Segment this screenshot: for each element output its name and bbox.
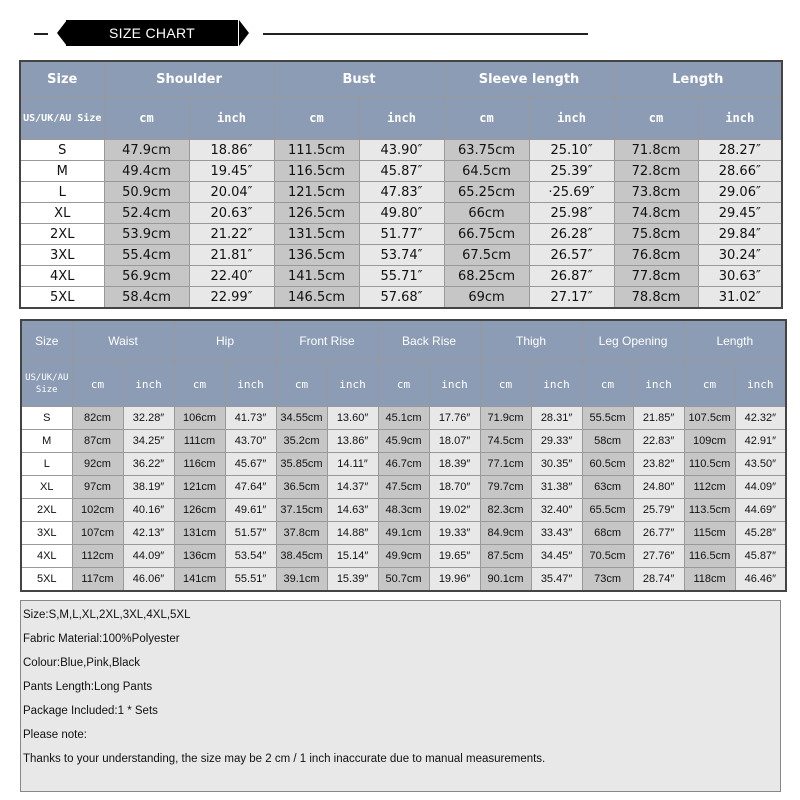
bottom-front-rise-inch-cell: 13.86″ [327, 430, 378, 453]
bottom-hip-cm-cell: 121cm [174, 476, 225, 499]
bottom-thigh-cm-cell: 90.1cm [480, 568, 531, 592]
bottom-size-cell: 4XL [21, 545, 72, 568]
note-package: Package Included:1 * Sets [23, 705, 158, 717]
bottom-back-rise-cm-cell: 45.1cm [378, 407, 429, 430]
bottom-length-cm-cell: 110.5cm [684, 453, 735, 476]
top-shoulder-cm-cell: 52.4cm [104, 203, 189, 224]
bottom-waist-inch-cell: 40.16″ [123, 499, 174, 522]
top-size-cell: 4XL [20, 266, 104, 287]
bottom-back-rise-inch-cell: 17.76″ [429, 407, 480, 430]
header-ribbon-right [239, 20, 249, 46]
bottom-length-cm-cell: 116.5cm [684, 545, 735, 568]
bottom-size-cell: 5XL [21, 568, 72, 592]
bottom-row-5xl [21, 568, 786, 592]
size-chart-header [0, 0, 800, 60]
bottom-back-rise-inch-cell: 18.70″ [429, 476, 480, 499]
bottom-unit-inch: inch [633, 362, 684, 407]
bottom-thigh-cm-cell: 87.5cm [480, 545, 531, 568]
top-sleeve-length-cm-cell: 66cm [444, 203, 529, 224]
bottom-waist-inch-cell: 42.13″ [123, 522, 174, 545]
top-row-l [20, 182, 782, 203]
bottom-header-front-rise: Front Rise [276, 320, 378, 362]
bottom-front-rise-inch-cell: 15.14″ [327, 545, 378, 568]
bottom-leg-opening-inch-cell: 22.83″ [633, 430, 684, 453]
bottom-leg-opening-inch-cell: 28.74″ [633, 568, 684, 592]
top-region-size-header: US/UK/AU Size [20, 97, 104, 140]
bottom-header-leg-opening: Leg Opening [582, 320, 684, 362]
top-size-cell: 2XL [20, 224, 104, 245]
bottom-front-rise-cm-cell: 35.85cm [276, 453, 327, 476]
top-header-row [20, 61, 782, 97]
bottom-thigh-inch-cell: 31.38″ [531, 476, 582, 499]
bottom-waist-cm-cell: 97cm [72, 476, 123, 499]
note-fabric: Fabric Material:100%Polyester [23, 633, 180, 645]
top-bust-inch-cell: 55.71″ [359, 266, 444, 287]
top-sleeve-length-inch-cell: 25.10″ [529, 140, 614, 161]
bottom-unit-inch: inch [735, 362, 786, 407]
top-bust-cm-cell: 126.5cm [274, 203, 359, 224]
bottom-unit-inch: inch [123, 362, 174, 407]
bottom-hip-cm-cell: 126cm [174, 499, 225, 522]
bottom-back-rise-inch-cell: 18.07″ [429, 430, 480, 453]
top-size-cell: L [20, 182, 104, 203]
top-length-cm-cell: 73.8cm [614, 182, 698, 203]
bottom-leg-opening-inch-cell: 26.77″ [633, 522, 684, 545]
top-sleeve-length-cm-cell: 69cm [444, 287, 529, 309]
bottom-length-inch-cell: 46.46″ [735, 568, 786, 592]
bottom-front-rise-cm-cell: 37.15cm [276, 499, 327, 522]
top-shoulder-inch-cell: 19.45″ [189, 161, 274, 182]
top-length-inch-cell: 31.02″ [698, 287, 782, 309]
bottom-back-rise-inch-cell: 19.02″ [429, 499, 480, 522]
top-bust-cm-cell: 111.5cm [274, 140, 359, 161]
top-shoulder-inch-cell: 22.40″ [189, 266, 274, 287]
bottom-header-back-rise: Back Rise [378, 320, 480, 362]
top-row-s [20, 140, 782, 161]
top-header-sleeve-length: Sleeve length [444, 61, 614, 97]
bottom-front-rise-cm-cell: 34.55cm [276, 407, 327, 430]
top-shoulder-cm-cell: 49.4cm [104, 161, 189, 182]
bottom-header-waist: Waist [72, 320, 174, 362]
bottom-thigh-cm-cell: 82.3cm [480, 499, 531, 522]
top-shoulder-inch-cell: 21.22″ [189, 224, 274, 245]
bottom-unit-inch: inch [225, 362, 276, 407]
bottom-back-rise-cm-cell: 45.9cm [378, 430, 429, 453]
top-sleeve-length-inch-cell: 26.28″ [529, 224, 614, 245]
top-sleeve-length-inch-cell: 26.57″ [529, 245, 614, 266]
bottom-front-rise-cm-cell: 38.45cm [276, 545, 327, 568]
top-length-cm-cell: 71.8cm [614, 140, 698, 161]
bottom-unit-cm: cm [276, 362, 327, 407]
bottom-hip-cm-cell: 111cm [174, 430, 225, 453]
top-sleeve-length-inch-cell: 27.17″ [529, 287, 614, 309]
bottom-leg-opening-cm-cell: 68cm [582, 522, 633, 545]
bottom-leg-opening-cm-cell: 65.5cm [582, 499, 633, 522]
top-shoulder-inch-cell: 20.63″ [189, 203, 274, 224]
bottom-row-m [21, 430, 786, 453]
bottom-thigh-cm-cell: 84.9cm [480, 522, 531, 545]
bottom-leg-opening-cm-cell: 73cm [582, 568, 633, 592]
top-length-cm-cell: 75.8cm [614, 224, 698, 245]
bottom-size-table [20, 319, 787, 592]
bottom-length-cm-cell: 115cm [684, 522, 735, 545]
top-length-inch-cell: 29.84″ [698, 224, 782, 245]
top-size-header: Size [20, 61, 104, 97]
top-unit-cm: cm [274, 97, 359, 140]
bottom-waist-cm-cell: 112cm [72, 545, 123, 568]
top-length-cm-cell: 72.8cm [614, 161, 698, 182]
bottom-size-cell: XL [21, 476, 72, 499]
bottom-front-rise-inch-cell: 14.37″ [327, 476, 378, 499]
bottom-front-rise-cm-cell: 35.2cm [276, 430, 327, 453]
bottom-length-cm-cell: 109cm [684, 430, 735, 453]
bottom-thigh-inch-cell: 33.43″ [531, 522, 582, 545]
bottom-thigh-cm-cell: 79.7cm [480, 476, 531, 499]
top-header-bust: Bust [274, 61, 444, 97]
top-length-inch-cell: 30.63″ [698, 266, 782, 287]
product-notes [20, 600, 781, 792]
top-shoulder-inch-cell: 20.04″ [189, 182, 274, 203]
top-length-inch-cell: 30.24″ [698, 245, 782, 266]
bottom-unit-cm: cm [72, 362, 123, 407]
top-length-cm-cell: 78.8cm [614, 287, 698, 309]
bottom-size-cell: 2XL [21, 499, 72, 522]
bottom-waist-cm-cell: 92cm [72, 453, 123, 476]
top-bust-inch-cell: 49.80″ [359, 203, 444, 224]
bottom-waist-inch-cell: 38.19″ [123, 476, 174, 499]
top-length-cm-cell: 77.8cm [614, 266, 698, 287]
top-size-cell: M [20, 161, 104, 182]
bottom-hip-cm-cell: 106cm [174, 407, 225, 430]
top-bust-cm-cell: 146.5cm [274, 287, 359, 309]
bottom-waist-cm-cell: 117cm [72, 568, 123, 592]
top-bust-inch-cell: 43.90″ [359, 140, 444, 161]
top-row-3xl [20, 245, 782, 266]
bottom-size-cell: M [21, 430, 72, 453]
bottom-back-rise-inch-cell: 18.39″ [429, 453, 480, 476]
top-bust-inch-cell: 45.87″ [359, 161, 444, 182]
bottom-unit-cm: cm [174, 362, 225, 407]
bottom-thigh-cm-cell: 77.1cm [480, 453, 531, 476]
bottom-leg-opening-inch-cell: 27.76″ [633, 545, 684, 568]
top-length-inch-cell: 29.06″ [698, 182, 782, 203]
top-length-inch-cell: 29.45″ [698, 203, 782, 224]
top-length-cm-cell: 76.8cm [614, 245, 698, 266]
bottom-back-rise-cm-cell: 47.5cm [378, 476, 429, 499]
bottom-row-l [21, 453, 786, 476]
bottom-unit-row [21, 362, 786, 407]
top-bust-inch-cell: 51.77″ [359, 224, 444, 245]
bottom-unit-inch: inch [327, 362, 378, 407]
top-shoulder-cm-cell: 53.9cm [104, 224, 189, 245]
bottom-size-header: Size [21, 320, 72, 362]
top-unit-cm: cm [444, 97, 529, 140]
bottom-thigh-inch-cell: 35.47″ [531, 568, 582, 592]
bottom-hip-inch-cell: 47.64″ [225, 476, 276, 499]
top-sleeve-length-cm-cell: 68.25cm [444, 266, 529, 287]
note-colour: Colour:Blue,Pink,Black [23, 657, 140, 669]
top-row-m [20, 161, 782, 182]
top-bust-cm-cell: 136.5cm [274, 245, 359, 266]
bottom-size-cell: S [21, 407, 72, 430]
top-sleeve-length-cm-cell: 65.25cm [444, 182, 529, 203]
top-sleeve-length-inch-cell: 25.39″ [529, 161, 614, 182]
bottom-length-cm-cell: 113.5cm [684, 499, 735, 522]
top-bust-cm-cell: 116.5cm [274, 161, 359, 182]
bottom-leg-opening-inch-cell: 21.85″ [633, 407, 684, 430]
bottom-hip-cm-cell: 116cm [174, 453, 225, 476]
bottom-row-3xl [21, 522, 786, 545]
note-please-note: Please note: [23, 729, 87, 741]
top-bust-cm-cell: 131.5cm [274, 224, 359, 245]
bottom-length-cm-cell: 112cm [684, 476, 735, 499]
top-unit-cm: cm [614, 97, 698, 140]
bottom-front-rise-inch-cell: 13.60″ [327, 407, 378, 430]
bottom-waist-cm-cell: 82cm [72, 407, 123, 430]
top-size-cell: XL [20, 203, 104, 224]
top-bust-inch-cell: 47.83″ [359, 182, 444, 203]
bottom-hip-inch-cell: 55.51″ [225, 568, 276, 592]
bottom-length-inch-cell: 42.91″ [735, 430, 786, 453]
bottom-back-rise-inch-cell: 19.65″ [429, 545, 480, 568]
top-length-inch-cell: 28.27″ [698, 140, 782, 161]
bottom-thigh-inch-cell: 29.33″ [531, 430, 582, 453]
top-length-inch-cell: 28.66″ [698, 161, 782, 182]
header-rule [263, 33, 588, 35]
top-bust-cm-cell: 141.5cm [274, 266, 359, 287]
bottom-length-inch-cell: 44.09″ [735, 476, 786, 499]
bottom-leg-opening-cm-cell: 63cm [582, 476, 633, 499]
top-row-4xl [20, 266, 782, 287]
bottom-waist-inch-cell: 34.25″ [123, 430, 174, 453]
header-dash-left [34, 33, 48, 35]
top-header-shoulder: Shoulder [104, 61, 274, 97]
bottom-leg-opening-cm-cell: 60.5cm [582, 453, 633, 476]
top-length-cm-cell: 74.8cm [614, 203, 698, 224]
bottom-unit-inch: inch [531, 362, 582, 407]
top-shoulder-inch-cell: 22.99″ [189, 287, 274, 309]
top-unit-inch: inch [189, 97, 274, 140]
top-bust-cm-cell: 121.5cm [274, 182, 359, 203]
bottom-front-rise-inch-cell: 14.63″ [327, 499, 378, 522]
top-shoulder-cm-cell: 47.9cm [104, 140, 189, 161]
top-bust-inch-cell: 57.68″ [359, 287, 444, 309]
bottom-back-rise-cm-cell: 49.1cm [378, 522, 429, 545]
bottom-waist-cm-cell: 107cm [72, 522, 123, 545]
bottom-row-4xl [21, 545, 786, 568]
top-shoulder-cm-cell: 58.4cm [104, 287, 189, 309]
bottom-front-rise-inch-cell: 14.88″ [327, 522, 378, 545]
bottom-back-rise-inch-cell: 19.96″ [429, 568, 480, 592]
bottom-leg-opening-inch-cell: 25.79″ [633, 499, 684, 522]
top-sleeve-length-cm-cell: 66.75cm [444, 224, 529, 245]
note-sizes: Size:S,M,L,XL,2XL,3XL,4XL,5XL [23, 609, 191, 621]
bottom-thigh-cm-cell: 74.5cm [480, 430, 531, 453]
bottom-thigh-inch-cell: 28.31″ [531, 407, 582, 430]
bottom-length-inch-cell: 45.87″ [735, 545, 786, 568]
bottom-region-size-header: US/UK/AU Size [21, 362, 72, 407]
bottom-front-rise-cm-cell: 36.5cm [276, 476, 327, 499]
bottom-hip-cm-cell: 131cm [174, 522, 225, 545]
bottom-thigh-inch-cell: 32.40″ [531, 499, 582, 522]
top-unit-inch: inch [359, 97, 444, 140]
top-unit-inch: inch [529, 97, 614, 140]
bottom-unit-cm: cm [582, 362, 633, 407]
top-bust-inch-cell: 53.74″ [359, 245, 444, 266]
bottom-unit-inch: inch [429, 362, 480, 407]
bottom-back-rise-inch-cell: 19.33″ [429, 522, 480, 545]
top-sleeve-length-inch-cell: 25.98″ [529, 203, 614, 224]
top-header-length: Length [614, 61, 782, 97]
top-shoulder-cm-cell: 56.9cm [104, 266, 189, 287]
bottom-row-2xl [21, 499, 786, 522]
bottom-header-row [21, 320, 786, 362]
bottom-length-inch-cell: 42.32″ [735, 407, 786, 430]
bottom-back-rise-cm-cell: 50.7cm [378, 568, 429, 592]
top-sleeve-length-cm-cell: 64.5cm [444, 161, 529, 182]
top-shoulder-cm-cell: 50.9cm [104, 182, 189, 203]
top-row-xl [20, 203, 782, 224]
bottom-length-inch-cell: 43.50″ [735, 453, 786, 476]
top-size-cell: 5XL [20, 287, 104, 309]
top-sleeve-length-cm-cell: 63.75cm [444, 140, 529, 161]
note-measurement-disclaimer: Thanks to your understanding, the size may be 2 cm / 1 inch inaccurate due to manual measurements. [23, 753, 546, 765]
bottom-leg-opening-cm-cell: 55.5cm [582, 407, 633, 430]
bottom-unit-cm: cm [378, 362, 429, 407]
top-unit-row [20, 97, 782, 140]
bottom-header-length: Length [684, 320, 786, 362]
top-sleeve-length-inch-cell: 26.87″ [529, 266, 614, 287]
top-row-5xl [20, 287, 782, 309]
bottom-waist-inch-cell: 32.28″ [123, 407, 174, 430]
size-chart-title: SIZE CHART [66, 20, 238, 46]
bottom-waist-cm-cell: 87cm [72, 430, 123, 453]
bottom-length-cm-cell: 118cm [684, 568, 735, 592]
bottom-hip-inch-cell: 43.70″ [225, 430, 276, 453]
bottom-length-inch-cell: 45.28″ [735, 522, 786, 545]
bottom-front-rise-cm-cell: 37.8cm [276, 522, 327, 545]
bottom-leg-opening-cm-cell: 70.5cm [582, 545, 633, 568]
bottom-header-thigh: Thigh [480, 320, 582, 362]
top-row-2xl [20, 224, 782, 245]
bottom-length-inch-cell: 44.69″ [735, 499, 786, 522]
bottom-leg-opening-cm-cell: 58cm [582, 430, 633, 453]
bottom-hip-inch-cell: 53.54″ [225, 545, 276, 568]
note-pants-length: Pants Length:Long Pants [23, 681, 153, 693]
bottom-hip-cm-cell: 141cm [174, 568, 225, 592]
bottom-row-xl [21, 476, 786, 499]
top-shoulder-inch-cell: 18.86″ [189, 140, 274, 161]
bottom-size-cell: 3XL [21, 522, 72, 545]
bottom-header-hip: Hip [174, 320, 276, 362]
bottom-front-rise-cm-cell: 39.1cm [276, 568, 327, 592]
bottom-thigh-inch-cell: 34.45″ [531, 545, 582, 568]
top-size-cell: 3XL [20, 245, 104, 266]
bottom-hip-cm-cell: 136cm [174, 545, 225, 568]
top-size-table [19, 60, 783, 309]
bottom-back-rise-cm-cell: 46.7cm [378, 453, 429, 476]
bottom-leg-opening-inch-cell: 23.82″ [633, 453, 684, 476]
bottom-hip-inch-cell: 45.67″ [225, 453, 276, 476]
bottom-back-rise-cm-cell: 48.3cm [378, 499, 429, 522]
top-size-cell: S [20, 140, 104, 161]
bottom-back-rise-cm-cell: 49.9cm [378, 545, 429, 568]
top-shoulder-inch-cell: 21.81″ [189, 245, 274, 266]
bottom-waist-inch-cell: 46.06″ [123, 568, 174, 592]
bottom-length-cm-cell: 107.5cm [684, 407, 735, 430]
top-shoulder-cm-cell: 55.4cm [104, 245, 189, 266]
bottom-thigh-cm-cell: 71.9cm [480, 407, 531, 430]
top-unit-inch: inch [698, 97, 782, 140]
bottom-leg-opening-inch-cell: 24.80″ [633, 476, 684, 499]
bottom-waist-inch-cell: 44.09″ [123, 545, 174, 568]
bottom-hip-inch-cell: 51.57″ [225, 522, 276, 545]
bottom-unit-cm: cm [480, 362, 531, 407]
bottom-thigh-inch-cell: 30.35″ [531, 453, 582, 476]
top-unit-cm: cm [104, 97, 189, 140]
bottom-waist-cm-cell: 102cm [72, 499, 123, 522]
bottom-size-cell: L [21, 453, 72, 476]
bottom-front-rise-inch-cell: 14.11″ [327, 453, 378, 476]
bottom-hip-inch-cell: 41.73″ [225, 407, 276, 430]
bottom-front-rise-inch-cell: 15.39″ [327, 568, 378, 592]
bottom-hip-inch-cell: 49.61″ [225, 499, 276, 522]
bottom-waist-inch-cell: 36.22″ [123, 453, 174, 476]
top-sleeve-length-cm-cell: 67.5cm [444, 245, 529, 266]
top-sleeve-length-inch-cell: ·25.69″ [529, 182, 614, 203]
bottom-unit-cm: cm [684, 362, 735, 407]
bottom-row-s [21, 407, 786, 430]
